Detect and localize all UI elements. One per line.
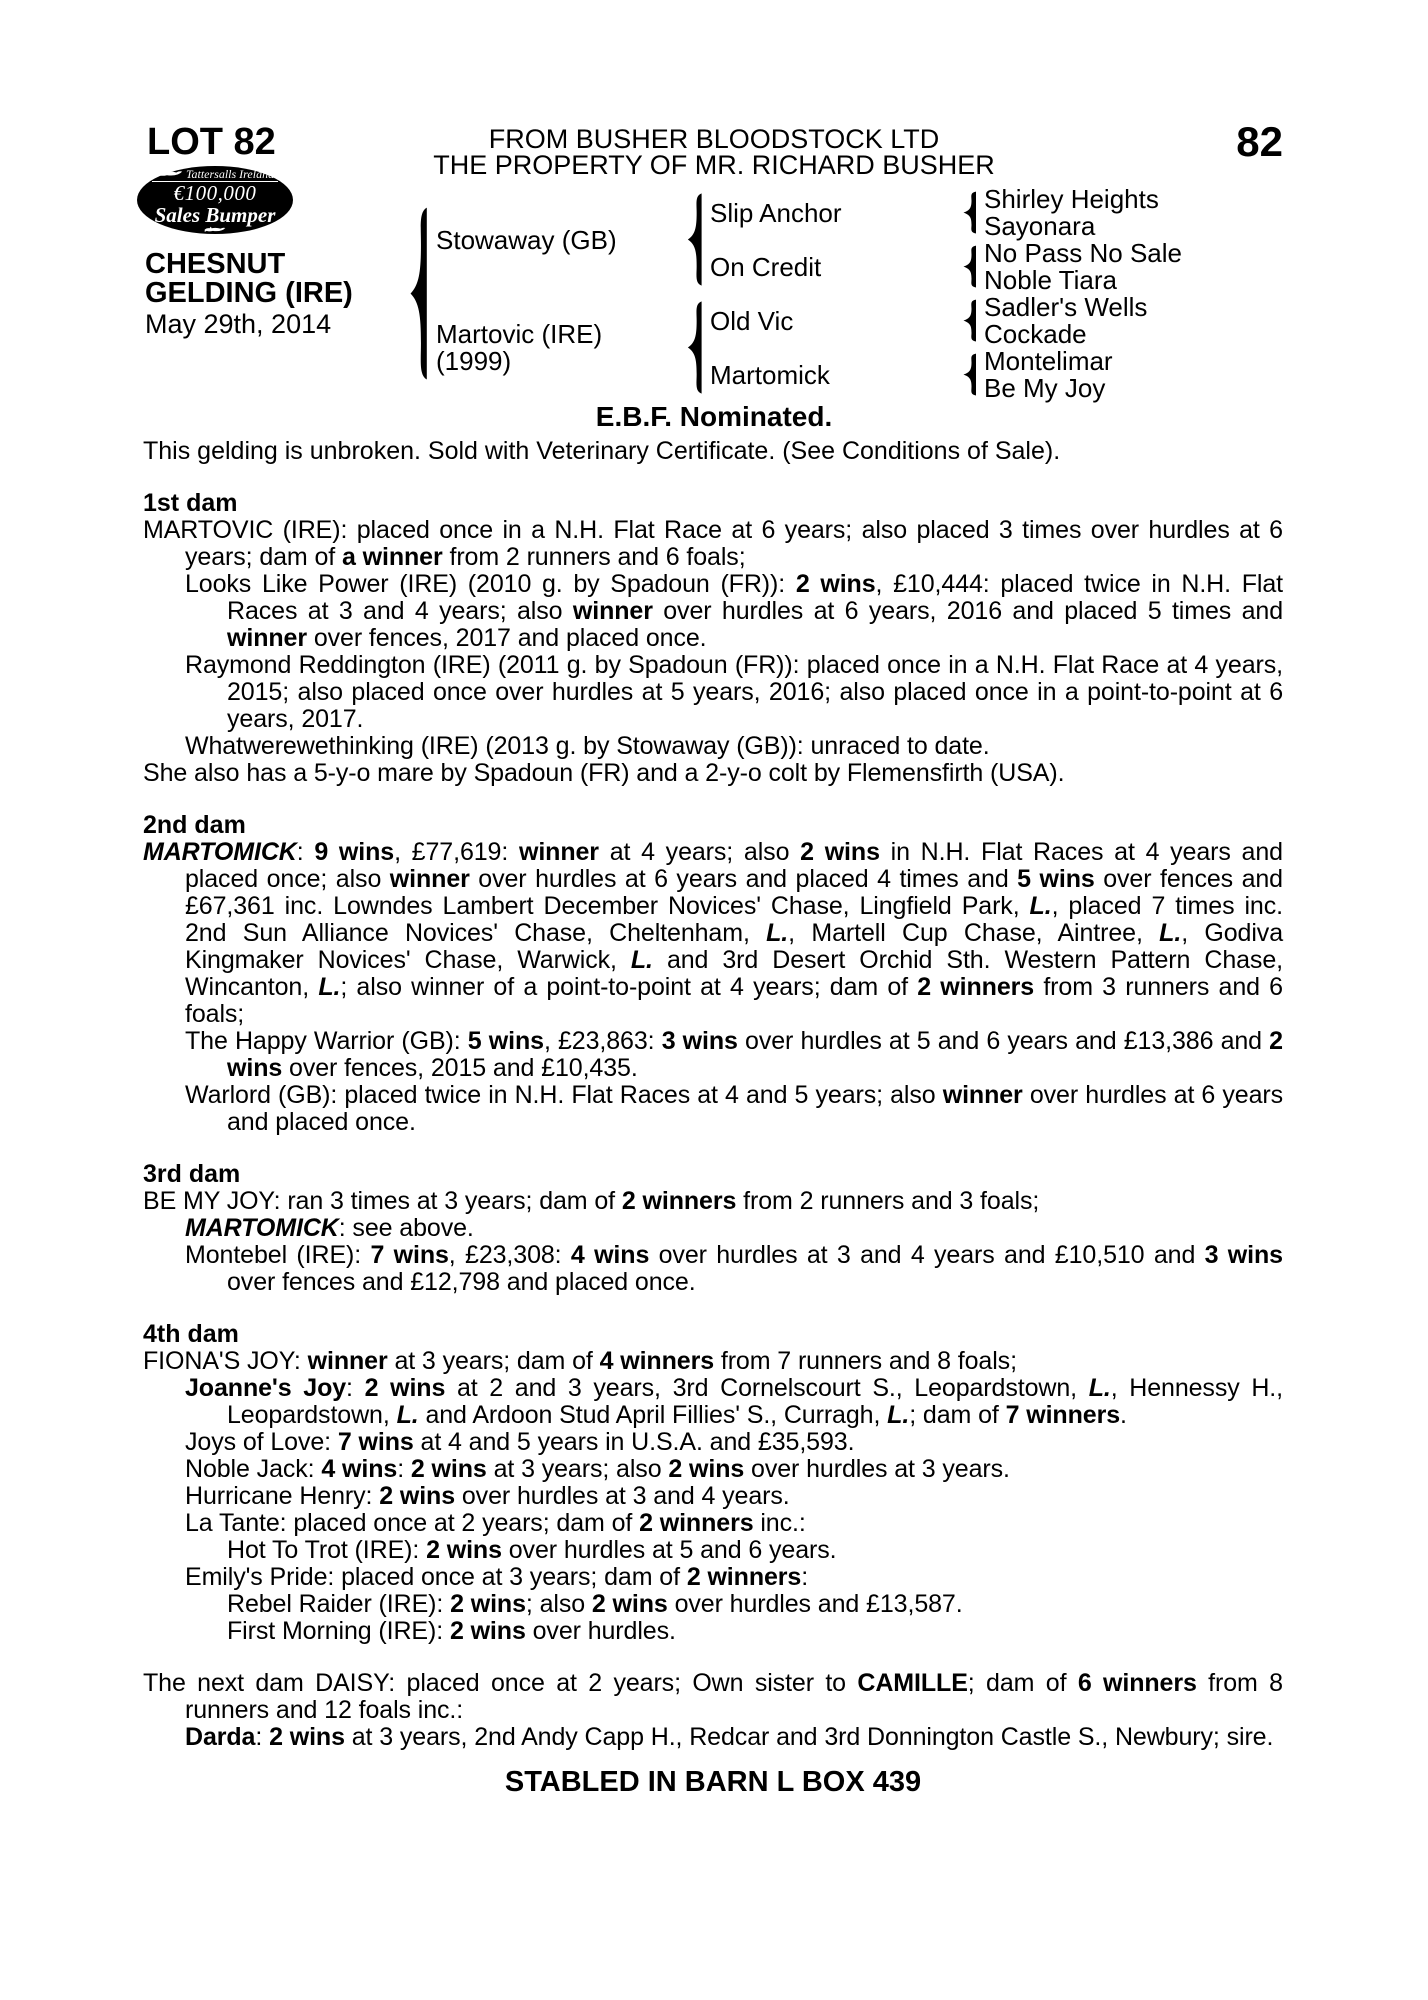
ancestor-name: Shirley Heights	[984, 184, 1159, 214]
pedigree-paragraph: Joys of Love: 7 wins at 4 and 5 years in U.S.A. and £35,593.	[185, 1428, 855, 1456]
page-header	[0, 0, 1428, 402]
pedigree-brace-icon	[684, 294, 706, 402]
granddam-name: On Credit	[710, 251, 822, 282]
section-heading: 1st dam	[143, 489, 238, 517]
ancestor-name: Cockade	[984, 319, 1087, 349]
badge-brand: Tattersalls Ireland	[185, 166, 275, 181]
pedigree-paragraph: Hurricane Henry: 2 wins over hurdles at 3 and 4 years.	[185, 1482, 790, 1510]
dam-section	[143, 812, 1283, 1136]
ancestor-name: No Pass No Sale	[984, 238, 1182, 268]
pedigree-brace-icon	[960, 294, 980, 348]
horse-sex: GELDING (IRE)	[145, 277, 353, 309]
ancestor-name: Sayonara	[984, 211, 1096, 241]
section-heading: 3rd dam	[143, 1160, 241, 1188]
dam-name	[436, 294, 680, 402]
pedigree-paragraph: Darda: 2 wins at 3 years, 2nd Andy Capp H., Redcar and 3rd Donnington Castle S., Newbury; sire.	[185, 1723, 1274, 1751]
section-heading: 2nd dam	[143, 811, 246, 839]
dam-section	[143, 1321, 1283, 1645]
pedigree-paragraph: BE MY JOY: ran 3 times at 3 years; dam of 2 winners from 2 runners and 3 foals;	[143, 1187, 1040, 1215]
horse-colour: CHESNUT	[145, 248, 286, 280]
consignor-line-2: THE PROPERTY OF MR. RICHARD BUSHER	[433, 150, 995, 180]
dam-name-text: Martovic (IRE)	[436, 319, 603, 349]
pedigree-paragraph: Montebel (IRE): 7 wins, £23,308: 4 wins over hurdles at 3 and 4 years and £10,510 and 3 wins over fences and £12,798 and placed once.	[185, 1241, 1283, 1296]
pedigree-paragraph: The next dam DAISY: placed once at 2 years; Own sister to CAMILLE; dam of 6 winners from 8 runners and 12 foals inc.:	[143, 1669, 1283, 1724]
pedigree-brace-icon	[960, 348, 980, 402]
consignor-line-1: FROM BUSHER BLOODSTOCK LTD	[488, 124, 940, 154]
pedigree-paragraph: Joanne's Joy: 2 wins at 2 and 3 years, 3rd Cornelscourt S., Leopardstown, L., Hennessy H., Leopardstown, L. and Ardoon Stud April Fillies' S., Curragh, L.; dam of 7 winners.	[185, 1374, 1283, 1429]
granddam-name: Martomick	[710, 359, 830, 390]
pedigree-paragraph: Noble Jack: 4 wins: 2 wins at 3 years; also 2 wins over hurdles at 3 years.	[185, 1455, 1010, 1483]
grandsire-name: Slip Anchor	[710, 197, 842, 228]
foaling-date: May 29th, 2014	[145, 309, 332, 339]
dam-section	[143, 1670, 1283, 1751]
pedigree-paragraph: MARTOMICK: 9 wins, £77,619: winner at 4 years; also 2 wins in N.H. Flat Races at 4 years and placed once; also winner over hurdles at 6 years and placed 4 times and 5 wins over fences and £67,361 inc. Lowndes Lambert December Novices' Chase, Lingfield Park, L., placed 7 times inc. 2nd Sun Alliance Novices' Chase, Cheltenham, L., Martell Cup Chase, Aintree, L., Godiva Kingmaker Novices' Chase, Warwick, L. and 3rd Desert Orchid Sth. Western Pattern Chase, Wincanton, L.; also winner of a point-to-point at 4 years; dam of 2 winners from 3 runners and 6 foals;	[143, 838, 1283, 1028]
page-body	[0, 438, 1428, 1798]
dam-sections	[143, 490, 1283, 1751]
pedigree-paragraph: FIONA'S JOY: winner at 3 years; dam of 4 winners from 7 runners and 8 foals;	[143, 1347, 1017, 1375]
pedigree-paragraph: First Morning (IRE): 2 wins over hurdles.	[227, 1617, 676, 1645]
dam-section	[143, 1161, 1283, 1296]
conditions-line: This gelding is unbroken. Sold with Veterinary Certificate. (See Conditions of Sale).	[143, 437, 1061, 465]
pedigree-paragraph: MARTOMICK: see above.	[185, 1214, 474, 1242]
pedigree-paragraph: Looks Like Power (IRE) (2010 g. by Spadoun (FR)): 2 wins, £10,444: placed twice in N.H. Flat Races at 3 and 4 years; also winner over hurdles at 6 years, 2016 and placed 5 times and winner over fences, 2017 and placed once.	[185, 570, 1283, 652]
sire-name: Stowaway (GB)	[436, 224, 617, 255]
stabled-line: STABLED IN BARN L BOX 439	[504, 1766, 922, 1798]
badge-amount: €100,000	[173, 180, 257, 205]
badge-name: Sales Bumper	[154, 202, 276, 227]
consignor	[0, 124, 1428, 181]
lot-number: LOT 82	[147, 121, 276, 163]
ancestor-name: Noble Tiara	[984, 265, 1117, 295]
ancestor-name: Sadler's Wells	[984, 292, 1148, 322]
pedigree-paragraph: The Happy Warrior (GB): 5 wins, £23,863: 3 wins over hurdles at 5 and 6 years and £13,386 and 2 wins over fences, 2015 and £10,435.	[185, 1027, 1283, 1082]
pedigree-paragraph: Emily's Pride: placed once at 3 years; dam of 2 winners:	[185, 1563, 809, 1591]
pedigree-paragraph: She also has a 5-y-o mare by Spadoun (FR) and a 2-y-o colt by Flemensfirth (USA).	[143, 759, 1065, 787]
page-number: 82	[1236, 118, 1283, 165]
horse-description	[145, 250, 353, 338]
ancestor-name: Montelimar	[984, 346, 1113, 376]
pedigree-table	[406, 186, 1182, 402]
pedigree-paragraph: Warlord (GB): placed twice in N.H. Flat Races at 4 and 5 years; also winner over hurdles at 6 years and placed once.	[185, 1081, 1284, 1136]
ancestor-name: Be My Joy	[984, 373, 1106, 403]
pedigree-paragraph: La Tante: placed once at 2 years; dam of 2 winners inc.:	[185, 1509, 806, 1537]
pedigree-paragraph: Hot To Trot (IRE): 2 wins over hurdles at 5 and 6 years.	[227, 1536, 837, 1564]
pedigree-paragraph: Raymond Reddington (IRE) (2011 g. by Spadoun (FR)): placed once in a N.H. Flat Race at 4 years, 2015; also placed once over hurdles at 5 years, 2016; also placed once in a point-to-point at 6 years, 2017.	[185, 651, 1283, 733]
ebf-nominated-line: E.B.F. Nominated.	[595, 401, 833, 432]
pedigree-brace-icon	[684, 186, 706, 294]
pedigree-paragraph: Whatwerewethinking (IRE) (2013 g. by Stowaway (GB)): unraced to date.	[185, 732, 990, 760]
pedigree-brace-icon	[960, 240, 980, 294]
dam-section	[143, 490, 1283, 787]
pedigree-brace-icon	[960, 186, 980, 240]
fox-icon	[204, 226, 226, 233]
dam-year: (1999)	[436, 346, 512, 376]
pedigree-paragraph: Rebel Raider (IRE): 2 wins; also 2 wins over hurdles and £13,587.	[227, 1590, 963, 1618]
pedigree-brace-icon	[406, 186, 432, 402]
grandsire-name: Old Vic	[710, 305, 794, 336]
pedigree-paragraph: MARTOVIC (IRE): placed once in a N.H. Flat Race at 6 years; also placed 3 times over hurdles at 6 years; dam of a winner from 2 runners and 6 foals;	[143, 516, 1283, 571]
section-heading: 4th dam	[143, 1320, 239, 1348]
